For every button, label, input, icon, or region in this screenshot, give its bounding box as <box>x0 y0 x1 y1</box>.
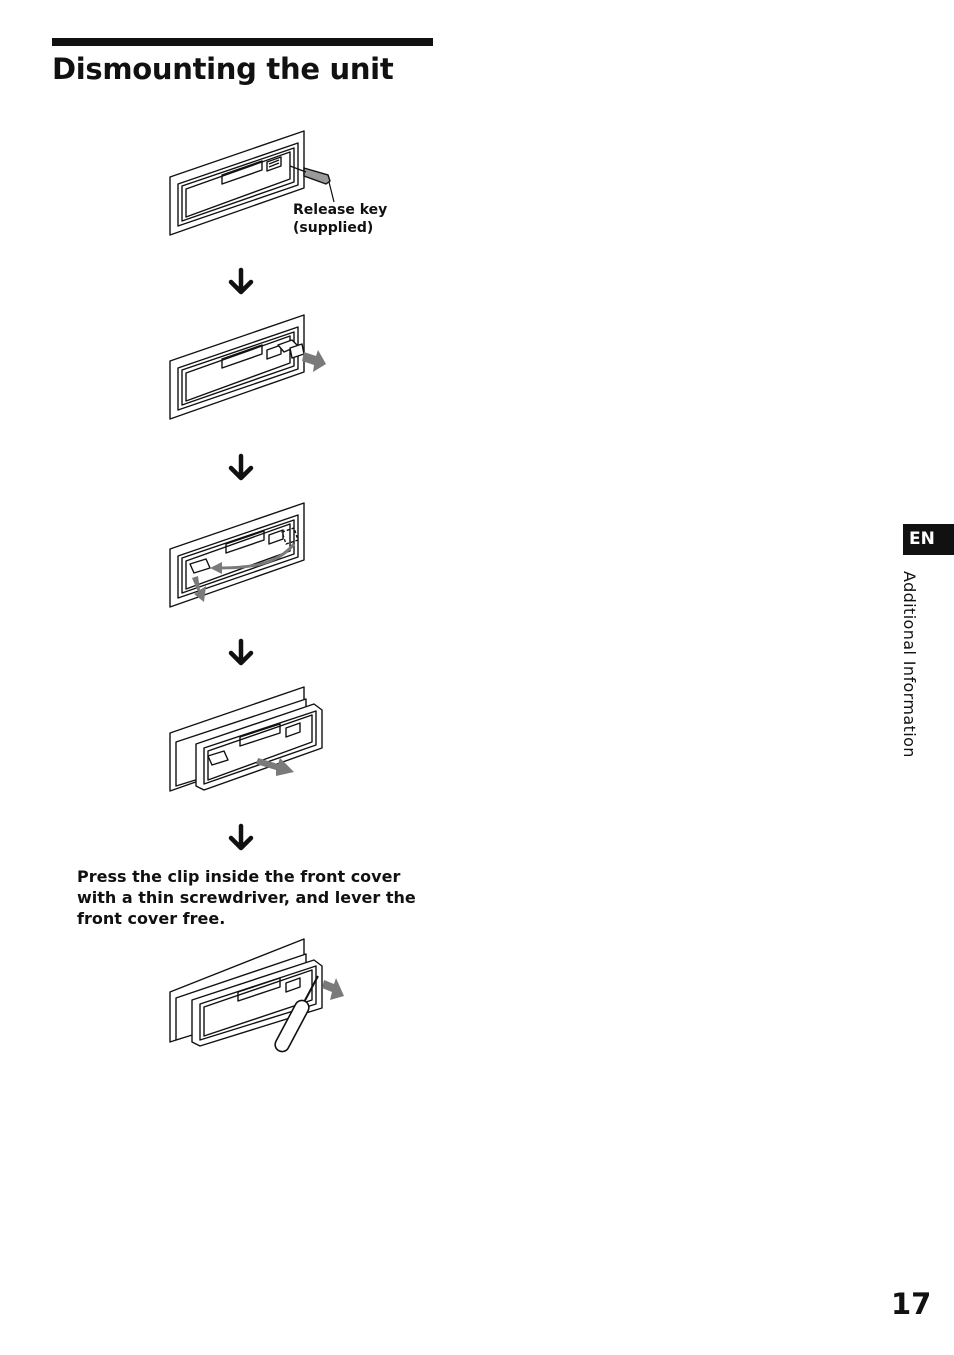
down-arrow-icon <box>226 823 256 853</box>
callout-line-1: Release key <box>293 202 388 218</box>
motion-arrow-icon <box>322 978 344 1000</box>
down-arrow-icon <box>226 453 256 483</box>
step2-illustration <box>166 312 341 424</box>
step4-illustration <box>166 684 341 796</box>
section-label: Additional Information <box>900 571 919 758</box>
step5-illustration <box>166 936 351 1060</box>
callout-line-2: (supplied) <box>293 220 374 236</box>
title-rule <box>52 38 433 46</box>
down-arrow-icon <box>226 267 256 297</box>
page-title: Dismounting the unit <box>52 52 394 86</box>
instruction-text: Press the clip inside the front cover with a thin screwdriver, and lever the front cover free. <box>77 867 416 928</box>
down-arrow-icon <box>226 638 256 668</box>
page-number: 17 <box>891 1287 932 1321</box>
language-tab: EN <box>903 524 954 555</box>
motion-arrow-icon <box>302 350 326 372</box>
step3-illustration <box>166 500 341 612</box>
release-key-callout <box>293 201 387 237</box>
